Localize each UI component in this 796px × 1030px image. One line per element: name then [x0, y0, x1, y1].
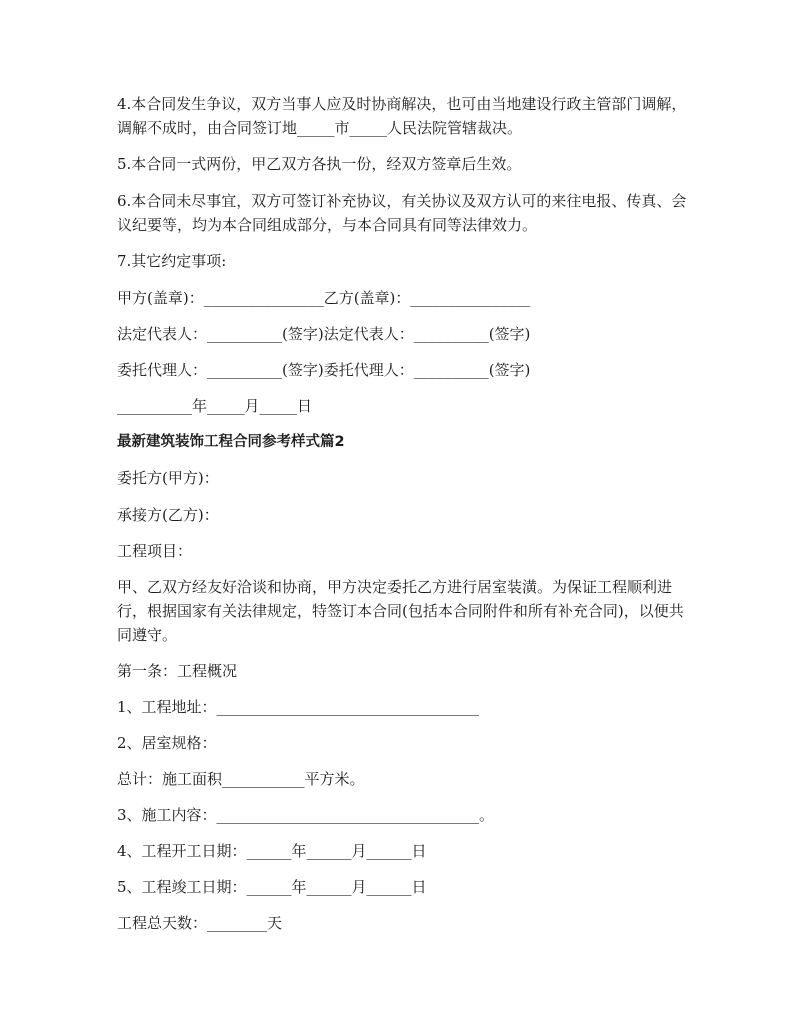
clause-5-copies: 5.本合同一式两份，甲乙双方各执一份，经双方签章后生效。 — [117, 155, 522, 173]
total-days: 工程总天数：________天 — [117, 914, 283, 932]
signature-agent-line: 委托代理人：__________(签字)委托代理人：__________(签字) — [117, 361, 531, 379]
project-item: 工程项目： — [117, 542, 193, 560]
preamble-paragraph: 甲、乙双方经友好洽谈和协商，甲方决定委托乙方进行居室装潢。为保证工程顺利进行，根据国家有关法律规定，特签订本合同(包括本合同附件和所有补充合同)，以便共同遵守。 — [117, 578, 684, 644]
project-address: 1、工程地址：___________________________________ — [117, 698, 480, 716]
completion-date: 5、工程竣工日期：______年______月______日 — [117, 878, 427, 896]
room-specification: 2、居室规格： — [117, 734, 217, 752]
client-party-a: 委托方(甲方)： — [117, 469, 219, 487]
construction-content: 3、施工内容：___________________________________。 — [117, 806, 495, 824]
clause-6-supplement: 6.本合同未尽事宜，双方可签订补充协议，有关协议及双方认可的来往电报、传真、会议纪要等，均为本合同组成部分，与本合同具有同等法律效力。 — [117, 192, 687, 234]
signature-legal-rep-line: 法定代表人：__________(签字)法定代表人：__________(签字) — [117, 325, 531, 343]
clause-4-dispute: 4.本合同发生争议，双方当事人应及时协商解决，也可由当地建设行政主管部门调解，调解不成时，由合同签订地_____市_____人民法院管辖裁决。 — [117, 95, 687, 137]
article-1-title: 第一条：工程概况 — [117, 662, 238, 680]
construction-area: 总计：施工面积___________平方米。 — [117, 770, 365, 788]
clause-7-other: 7.其它约定事项: — [117, 252, 227, 270]
section-heading: 最新建筑装饰工程合同参考样式篇2 — [117, 434, 345, 450]
start-date: 4、工程开工日期：______年______月______日 — [117, 842, 427, 860]
signature-party-line: 甲方(盖章)：________________乙方(盖章)：________________ — [117, 289, 531, 307]
signature-date-line: __________年_____月_____日 — [117, 397, 313, 415]
contractor-party-b: 承接方(乙方)： — [117, 506, 219, 524]
